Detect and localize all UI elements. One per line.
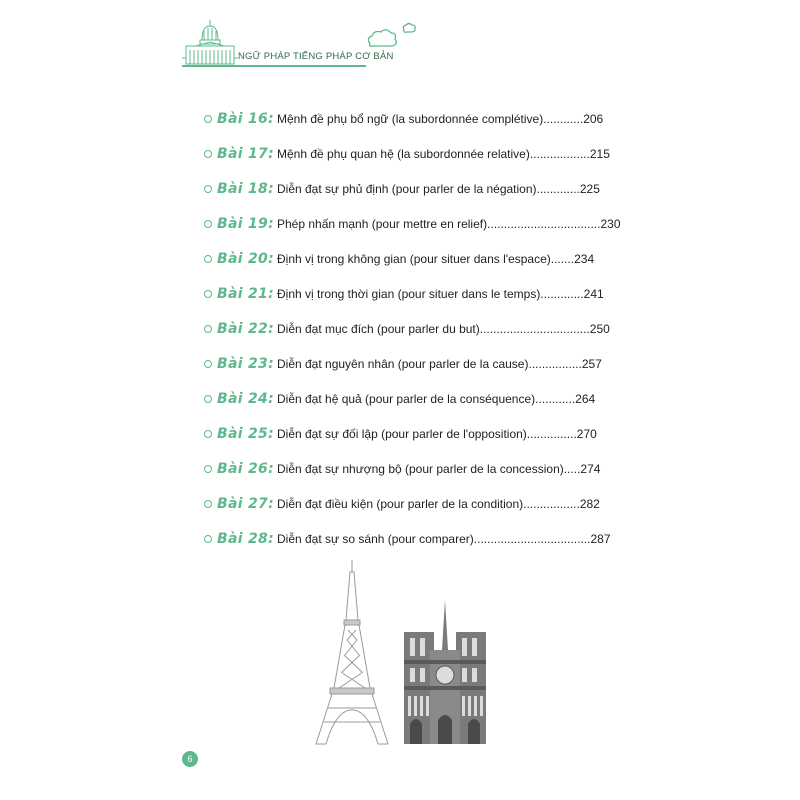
toc-item <box>204 451 604 486</box>
lesson-title: Diễn đạt sự so sánh (pour comparer) <box>276 531 474 546</box>
header-title: NGỮ PHÁP TIẾNG PHÁP CƠ BẢN <box>238 51 394 62</box>
dot-leader: ............ <box>535 391 576 406</box>
lesson-title: Mệnh đề phụ quan hệ (la subordonnée relative) <box>276 146 530 161</box>
page-header <box>182 18 432 74</box>
lesson-label: Bài 22: <box>217 320 274 337</box>
lesson-title: Diễn đạt sự phủ định (pour parler de la négation) <box>276 181 537 196</box>
toc-item <box>204 276 604 311</box>
circle-bullet-icon <box>204 115 212 123</box>
lesson-label: Bài 18: <box>217 180 274 197</box>
lesson-page-number: 241 <box>583 286 604 301</box>
dot-leader: ................................... <box>473 531 591 546</box>
circle-bullet-icon <box>204 395 212 403</box>
lesson-page-number: 250 <box>589 321 610 336</box>
dot-leader: ................ <box>528 356 582 371</box>
lesson-label: Bài 20: <box>217 250 274 267</box>
lesson-title: Định vị trong không gian (pour situer dans l'espace) <box>276 251 551 266</box>
lesson-label: Bài 27: <box>217 495 274 512</box>
lesson-title: Diễn đạt hệ quả (pour parler de la conséquence) <box>276 391 536 406</box>
circle-bullet-icon <box>204 535 212 543</box>
lesson-label: Bài 21: <box>217 285 274 302</box>
dot-leader: ............... <box>526 426 577 441</box>
toc-item <box>204 171 604 206</box>
lesson-title: Diễn đạt sự nhượng bộ (pour parler de la concession) <box>276 461 564 476</box>
lesson-page-number: 287 <box>590 531 611 546</box>
toc-item <box>204 381 604 416</box>
lesson-page-number: 215 <box>589 146 610 161</box>
table-of-contents <box>204 101 621 556</box>
circle-bullet-icon <box>204 255 212 263</box>
toc-item <box>204 346 604 381</box>
notre-dame-icon <box>404 600 486 744</box>
lesson-title: Phép nhấn mạnh (pour mettre en relief) <box>276 216 488 231</box>
dot-leader: ............ <box>543 111 584 126</box>
lesson-label: Bài 16: <box>217 110 274 127</box>
lesson-label: Bài 28: <box>217 530 274 547</box>
toc-item <box>204 521 611 556</box>
dot-leader: ..... <box>563 461 581 476</box>
lesson-title: Mệnh đề phụ bổ ngữ (la subordonnée complétive) <box>276 111 544 126</box>
lesson-label: Bài 24: <box>217 390 274 407</box>
lesson-label: Bài 17: <box>217 145 274 162</box>
header-underline <box>182 65 366 67</box>
dot-leader: ................................. <box>479 321 590 336</box>
lesson-title: Diễn đạt mục đích (pour parler du but) <box>276 321 480 336</box>
lesson-page-number: 225 <box>579 181 600 196</box>
page-number-badge: 6 <box>182 751 198 767</box>
lesson-page-number: 264 <box>575 391 596 406</box>
lesson-page-number: 270 <box>576 426 597 441</box>
circle-bullet-icon <box>204 325 212 333</box>
lesson-label: Bài 19: <box>217 215 274 232</box>
dot-leader: ............. <box>540 286 584 301</box>
circle-bullet-icon <box>204 150 212 158</box>
cloud-icon <box>368 24 415 47</box>
lesson-title: Định vị trong thời gian (pour situer dans le temps) <box>276 286 541 301</box>
lesson-page-number: 282 <box>579 496 600 511</box>
lesson-label: Bài 23: <box>217 355 274 372</box>
monuments-illustration <box>312 560 492 755</box>
circle-bullet-icon <box>204 220 212 228</box>
toc-item <box>204 206 621 241</box>
toc-item <box>204 416 604 451</box>
circle-bullet-icon <box>204 185 212 193</box>
circle-bullet-icon <box>204 465 212 473</box>
lesson-page-number: 257 <box>581 356 602 371</box>
lesson-label: Bài 26: <box>217 460 274 477</box>
eiffel-tower-icon <box>316 560 388 744</box>
lesson-page-number: 230 <box>600 216 621 231</box>
circle-bullet-icon <box>204 360 212 368</box>
lesson-title: Diễn đạt nguyên nhân (pour parler de la cause) <box>276 356 529 371</box>
circle-bullet-icon <box>204 430 212 438</box>
dot-leader: .................. <box>529 146 590 161</box>
dot-leader: ................. <box>523 496 580 511</box>
circle-bullet-icon <box>204 290 212 298</box>
lesson-label: Bài 25: <box>217 425 274 442</box>
dot-leader: ............. <box>536 181 580 196</box>
dot-leader: .................................. <box>487 216 601 231</box>
lesson-page-number: 274 <box>580 461 601 476</box>
toc-item <box>204 486 604 521</box>
circle-bullet-icon <box>204 500 212 508</box>
lesson-page-number: 234 <box>574 251 595 266</box>
dot-leader: ....... <box>550 251 575 266</box>
lesson-page-number: 206 <box>583 111 604 126</box>
toc-item <box>204 241 604 276</box>
toc-item <box>204 101 604 136</box>
lesson-title: Diễn đạt điều kiện (pour parler de la condition) <box>276 496 524 511</box>
lesson-title: Diễn đạt sự đối lập (pour parler de l'opposition) <box>276 426 527 441</box>
toc-item <box>204 136 610 171</box>
toc-item <box>204 311 610 346</box>
